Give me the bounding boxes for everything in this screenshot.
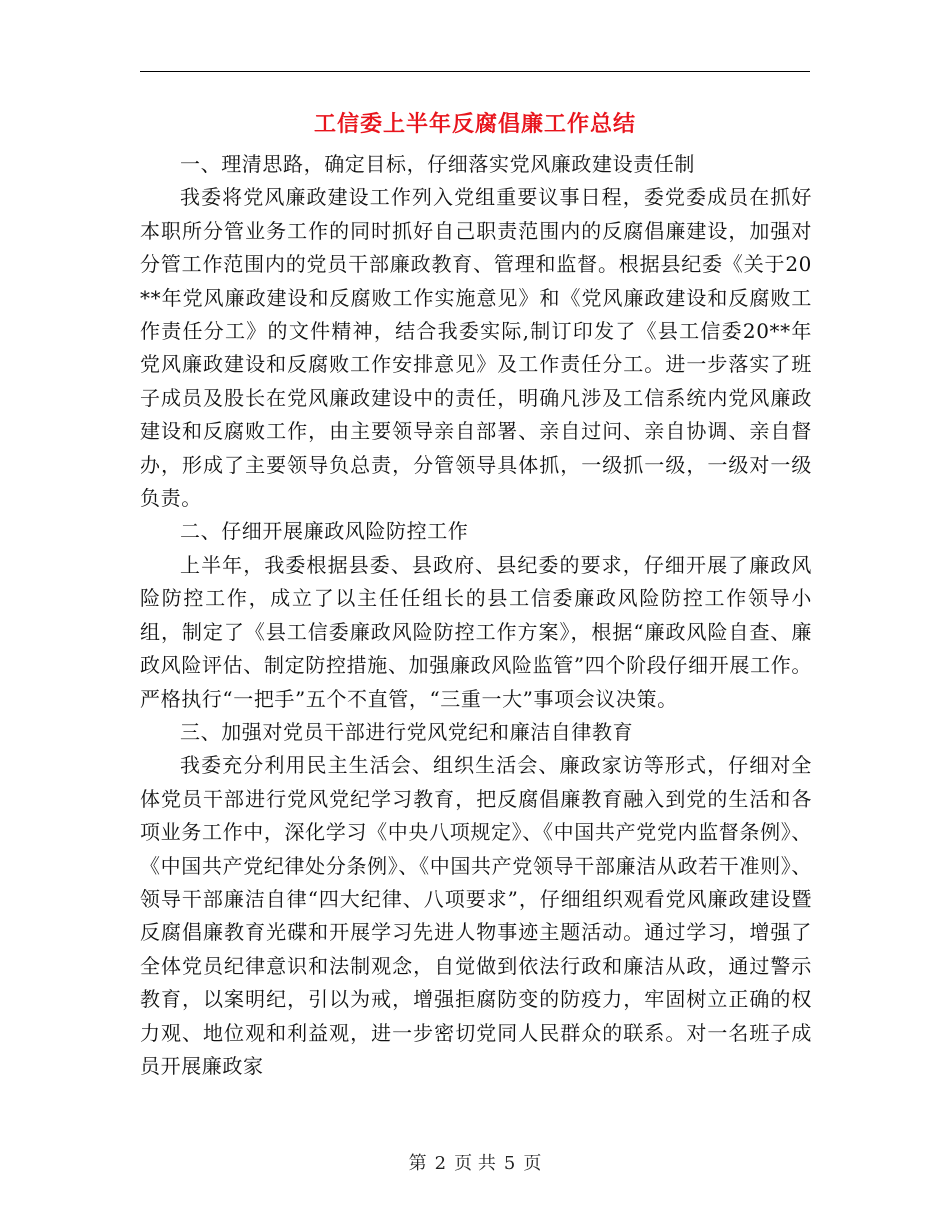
section-body-1: 我委将党风廉政建设工作列入党组重要议事日程，委党委成员在抓好本职所分管业务工作的同时抓好自己职责范围内的反腐倡廉建设，加强对分管工作范围内的党员干部廉政教育、管理和监督。根据县纪委《关于20**年党风廉政建设和反腐败工作实施意见》和《党风廉政建设和反腐败工作责任分工》的文件精神，结合我委实际,制订印发了《县工信委20**年党风廉政建设和反腐败工作安排意见》及工作责任分工。进一步落实了班子成员及股长在党风廉政建设中的责任，明确凡涉及工信系统内党风廉政建设和反腐败工作，由主要领导亲自部署、亲自过问、亲自协调、亲自督办，形成了主要领导负总责，分管领导具体抓，一级抓一级，一级对一级负责。	[140, 185, 812, 511]
footer-total-pages: 5	[503, 1153, 516, 1174]
document-title: 工信委上半年反腐倡廉工作总结	[313, 112, 636, 137]
page-footer	[0, 1152, 950, 1176]
document-body	[140, 148, 812, 1083]
section-body-3: 我委充分利用民主生活会、组织生活会、廉政家访等形式，仔细对全体党员干部进行党风党纪学习教育，把反腐倡廉教育融入到党的生活和各项业务工作中，深化学习《中央八项规定》、《中国共产党党内监督条例》、《中国共产党纪律处分条例》、《中国共产党领导干部廉洁从政若干准则》、领导干部廉洁自律“四大纪律、八项要求”，仔细组织观看党风廉政建设暨反腐倡廉教育光碟和开展学习先进人物事迹主题活动。通过学习，增强了全体党员纪律意识和法制观念，自觉做到依法行政和廉洁从政，通过警示教育，以案明纪，引以为戒，增强拒腐防变的防疫力，牢固树立正确的权力观、地位观和利益观，进一步密切党同人民群众的联系。对一名班子成员开展廉政家	[140, 753, 812, 1078]
footer-suffix: 页	[523, 1153, 542, 1174]
footer-middle: 页 共	[454, 1153, 496, 1174]
section-heading-1: 一、理清思路，确定目标，仔细落实党风廉政建设责任制	[180, 152, 695, 176]
footer-prefix: 第	[408, 1153, 427, 1174]
section-heading-2: 二、仔细开展廉政风险防控工作	[180, 519, 469, 544]
section-body-2: 上半年，我委根据县委、县政府、县纪委的要求，仔细开展了廉政风险防控工作，成立了以主任任组长的县工信委廉政风险防控工作领导小组，制定了《县工信委廉政风险防控工作方案》，根据“廉政风险自查、廉政风险评估、制定防控措施、加强廉政风险监管”四个阶段仔细开展工作。严格执行“一把手”五个不直管，“三重一大”事项会议决策。	[140, 552, 812, 711]
header-rule	[140, 71, 810, 72]
footer-current-page: 2	[434, 1153, 447, 1174]
section-heading-3: 三、加强对党员干部进行党风党纪和廉洁自律教育	[180, 719, 634, 744]
